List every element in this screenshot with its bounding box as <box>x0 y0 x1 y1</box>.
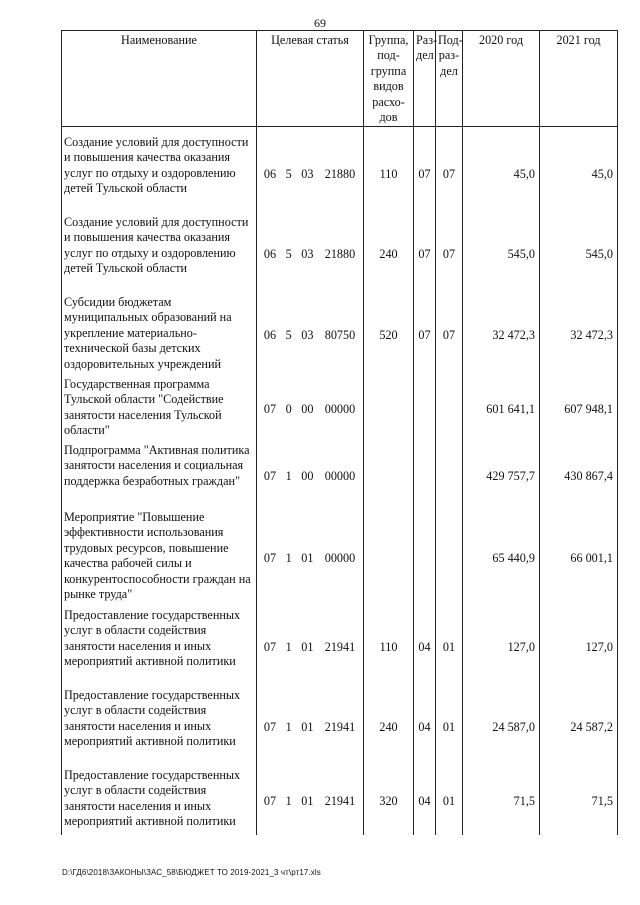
event-code: 01 <box>301 720 314 735</box>
subprogram-code: 1 <box>285 551 292 566</box>
amount-2020: 429 757,7 <box>463 443 540 510</box>
amount-2020: 545,0 <box>463 215 540 295</box>
amount-2021: 430 867,4 <box>540 443 618 510</box>
section-code <box>414 443 436 510</box>
program-code: 07 <box>263 468 277 483</box>
subsection-code <box>436 510 463 608</box>
spacer-cell <box>463 127 540 136</box>
target-article-code <box>257 688 364 768</box>
program-code: 07 <box>263 720 277 735</box>
spacer-cell <box>257 127 364 136</box>
spacer-cell <box>364 127 414 136</box>
subprogram-code: 1 <box>285 468 292 483</box>
direction-code: 00000 <box>324 551 356 566</box>
direction-code: 21941 <box>324 640 356 655</box>
subprogram-code: 5 <box>285 328 292 343</box>
event-code: 01 <box>301 793 314 808</box>
event-code: 01 <box>301 640 314 655</box>
subsection-code: 07 <box>436 135 463 215</box>
direction-code: 21880 <box>324 167 356 182</box>
amount-2021: 127,0 <box>540 608 618 688</box>
subprogram-code: 5 <box>285 247 292 262</box>
subsection-code: 07 <box>436 215 463 295</box>
row-name: Подпрограмма "Активная политика занятости населения и социальная поддержка безработных граждан" <box>62 443 257 510</box>
target-article-code <box>257 295 364 377</box>
header-name: Наименование <box>62 31 257 127</box>
program-code: 07 <box>263 551 277 566</box>
target-article-code <box>257 510 364 608</box>
expense-group-code <box>364 510 414 608</box>
table-row <box>62 215 618 295</box>
subprogram-code: 1 <box>285 720 292 735</box>
program-code: 07 <box>263 402 277 417</box>
expense-group-code: 240 <box>364 688 414 768</box>
table-row <box>62 510 618 608</box>
spacer-cell <box>436 127 463 136</box>
expense-group-code <box>364 443 414 510</box>
program-code: 07 <box>263 640 277 655</box>
subprogram-code: 1 <box>285 640 292 655</box>
amount-2021: 545,0 <box>540 215 618 295</box>
amount-2020: 45,0 <box>463 135 540 215</box>
subprogram-code: 0 <box>285 402 292 417</box>
event-code: 03 <box>301 167 314 182</box>
spacer-cell <box>414 127 436 136</box>
section-code: 07 <box>414 135 436 215</box>
row-name: Субсидии бюджетам муниципальных образований на укрепление материально-технической базы детских оздоровительных учреждений <box>62 295 257 377</box>
section-code: 07 <box>414 295 436 377</box>
file-path-footer: D:\ГД6\2018\ЗАКОНЫ\ЗАС_58\БЮДЖЕТ ТО 2019-2021_3 чт\рт17.xls <box>62 868 321 877</box>
row-name: Мероприятие "Повышение эффективности использования трудовых ресурсов, повышение качества рабочей силы и конкурентоспособности граждан на рынке труда" <box>62 510 257 608</box>
direction-code: 00000 <box>324 468 356 483</box>
section-code <box>414 510 436 608</box>
amount-2021: 71,5 <box>540 768 618 835</box>
program-code: 06 <box>263 247 277 262</box>
direction-code: 00000 <box>324 402 356 417</box>
table-row <box>62 295 618 377</box>
event-code: 00 <box>301 468 314 483</box>
program-code: 07 <box>263 793 277 808</box>
expense-group-code: 110 <box>364 135 414 215</box>
amount-2021: 24 587,2 <box>540 688 618 768</box>
amount-2020: 127,0 <box>463 608 540 688</box>
amount-2020: 71,5 <box>463 768 540 835</box>
direction-code: 80750 <box>324 328 356 343</box>
subsection-code: 01 <box>436 608 463 688</box>
amount-2020: 32 472,3 <box>463 295 540 377</box>
amount-2020: 601 641,1 <box>463 377 540 443</box>
header-section: Раз- дел <box>414 31 436 127</box>
program-code: 06 <box>263 328 277 343</box>
spacer-cell <box>540 127 618 136</box>
target-article-code <box>257 377 364 443</box>
subsection-code: 07 <box>436 295 463 377</box>
row-name: Предоставление государственных услуг в области содействия занятости населения и иных мероприятий активной политики <box>62 688 257 768</box>
row-name: Предоставление государственных услуг в области содействия занятости населения и иных мероприятий активной политики <box>62 768 257 835</box>
target-article-code <box>257 443 364 510</box>
subsection-code: 01 <box>436 768 463 835</box>
header-year-2020: 2020 год <box>463 31 540 127</box>
section-code: 04 <box>414 768 436 835</box>
section-code: 04 <box>414 688 436 768</box>
expense-group-code: 520 <box>364 295 414 377</box>
expense-group-code: 320 <box>364 768 414 835</box>
amount-2021: 32 472,3 <box>540 295 618 377</box>
section-code <box>414 377 436 443</box>
row-name: Предоставление государственных услуг в области содействия занятости населения и иных мероприятий активной политики <box>62 608 257 688</box>
program-code: 06 <box>263 167 277 182</box>
section-code: 07 <box>414 215 436 295</box>
subprogram-code: 5 <box>285 167 292 182</box>
table-row <box>62 377 618 443</box>
target-article-code <box>257 215 364 295</box>
expense-group-code <box>364 377 414 443</box>
header-expense-group: Группа, под- группа видов расхо- дов <box>364 31 414 127</box>
table-row <box>62 443 618 510</box>
header-year-2021: 2021 год <box>540 31 618 127</box>
expense-group-code: 240 <box>364 215 414 295</box>
direction-code: 21880 <box>324 247 356 262</box>
target-article-code <box>257 135 364 215</box>
table-body <box>62 127 618 836</box>
amount-2020: 24 587,0 <box>463 688 540 768</box>
subsection-code: 01 <box>436 688 463 768</box>
direction-code: 21941 <box>324 720 356 735</box>
table-row <box>62 768 618 835</box>
page-number: 69 <box>314 16 326 30</box>
row-name: Создание условий для доступности и повышения качества оказания услуг по отдыху и оздоровлению детей Тульской области <box>62 135 257 215</box>
amount-2021: 607 948,1 <box>540 377 618 443</box>
target-article-code <box>257 768 364 835</box>
event-code: 03 <box>301 328 314 343</box>
header-target-article: Целевая статья <box>257 31 364 127</box>
subprogram-code: 1 <box>285 793 292 808</box>
direction-code: 21941 <box>324 793 356 808</box>
row-name: Создание условий для доступности и повышения качества оказания услуг по отдыху и оздоровлению детей Тульской области <box>62 215 257 295</box>
spacer-cell <box>62 127 257 136</box>
event-code: 01 <box>301 551 314 566</box>
table-row <box>62 688 618 768</box>
amount-2021: 45,0 <box>540 135 618 215</box>
event-code: 00 <box>301 402 314 417</box>
header-subsection: Под- раз- дел <box>436 31 463 127</box>
expense-group-code: 110 <box>364 608 414 688</box>
table-header-row <box>62 31 618 127</box>
amount-2021: 66 001,1 <box>540 510 618 608</box>
budget-table <box>61 30 618 835</box>
target-article-code <box>257 608 364 688</box>
subsection-code <box>436 377 463 443</box>
table-row <box>62 608 618 688</box>
table-row <box>62 135 618 215</box>
subsection-code <box>436 443 463 510</box>
event-code: 03 <box>301 247 314 262</box>
section-code: 04 <box>414 608 436 688</box>
row-name: Государственная программа Тульской области "Содействие занятости населения Тульской области" <box>62 377 257 443</box>
amount-2020: 65 440,9 <box>463 510 540 608</box>
